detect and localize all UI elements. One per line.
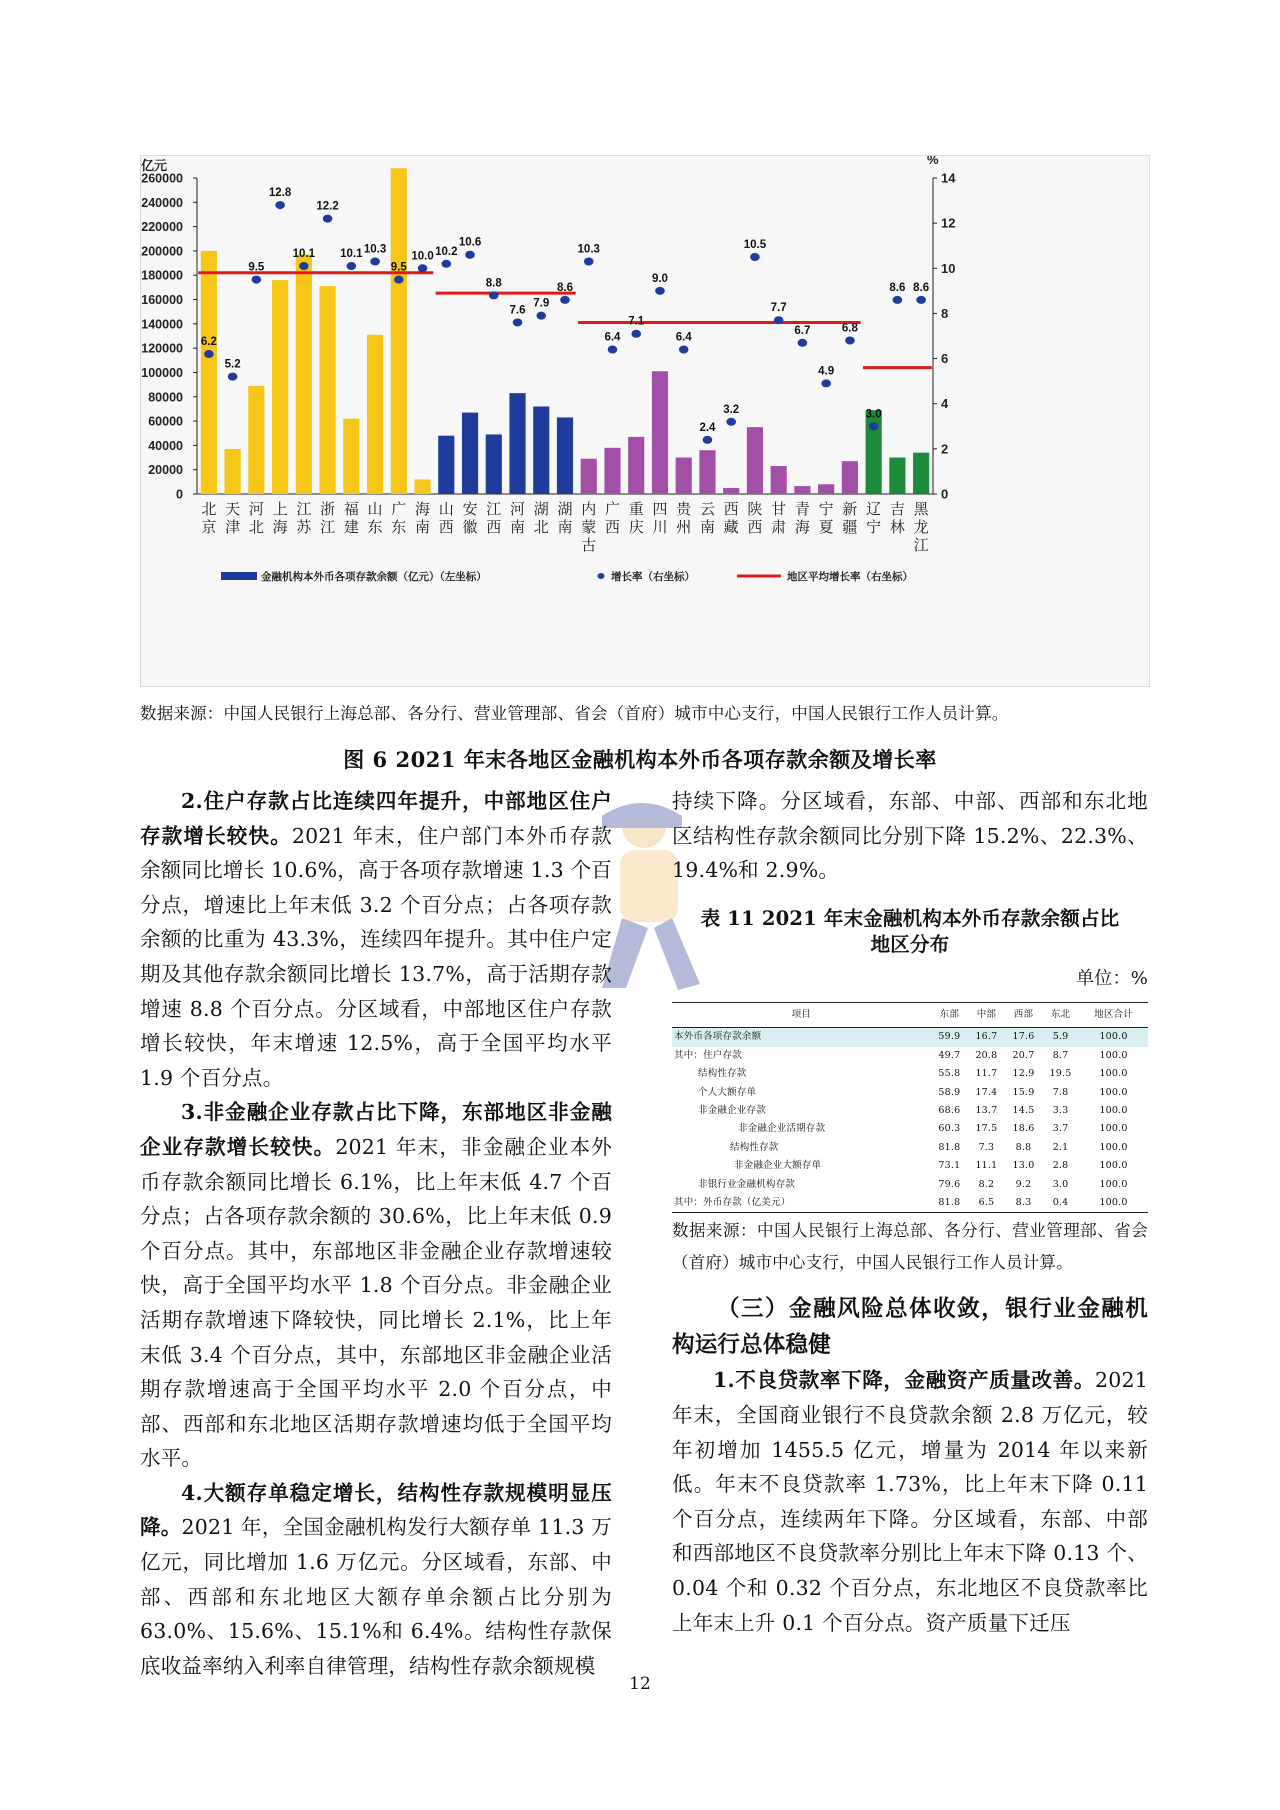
- growth-label: 10.0: [411, 250, 434, 263]
- growth-label: 9.0: [651, 272, 668, 285]
- table-cell: 5.9: [1042, 1028, 1079, 1047]
- table-row-label: 非银行业金融机构存款: [698, 1178, 796, 1190]
- growth-label: 9.5: [248, 261, 265, 274]
- paragraph-large-cd: [140, 1476, 612, 1684]
- x-category-label: 安徽: [462, 500, 478, 536]
- growth-dot: [394, 276, 404, 284]
- table-cell: 11.7: [975, 1068, 998, 1080]
- growth-dot: [275, 201, 285, 209]
- table-header-cell: 中部: [968, 1003, 1005, 1028]
- legend-dot-swatch: [598, 573, 605, 579]
- table-cell: 100.0: [1099, 1049, 1128, 1061]
- growth-label: 10.6: [458, 236, 482, 249]
- x-category-label: 海南: [415, 500, 431, 536]
- left-axis-tick-label: 140000: [141, 317, 183, 332]
- growth-label: 10.1: [340, 248, 363, 261]
- table-cell: 14.5: [1012, 1105, 1035, 1116]
- growth-dot: [441, 260, 451, 268]
- deposit-bar: [818, 484, 834, 494]
- x-category-label: 吉林: [889, 500, 905, 536]
- table-cell: 8.2: [978, 1178, 995, 1190]
- right-axis-tick-label: 4: [941, 396, 949, 412]
- x-category-label: 四川: [652, 500, 668, 536]
- table-header-cell: 地区合计: [1079, 1003, 1148, 1028]
- table-row: [672, 1028, 1148, 1047]
- growth-label: 6.8: [841, 322, 858, 335]
- table-cell: 20.7: [1012, 1049, 1035, 1061]
- table-cell: 9.2: [1015, 1178, 1032, 1190]
- deposit-bar: [296, 255, 312, 494]
- deposit-bar: [913, 453, 929, 494]
- growth-dot: [703, 436, 713, 444]
- paragraph-body: 2021 年末，全国商业银行不良贷款余额 2.8 万亿元，较年初增加 1455.5 亿元，增量为 2014 年以来新低。年末不良贷款率 1.73%，比上年末下降 0.11 个百分点，连续两年下降。分区域看，东部、中部和西部地区不良贷款率分别比上年末下降 0.13 个、0.04 个和 0.32 个百分点，东北地区不良贷款率比上年末上升 0.1 个百分点。资产质量下迁压: [672, 1368, 1148, 1635]
- paragraph-lead: 2.住户存款占比连续四年提升，中部地区住户存款增长较快。: [140, 789, 612, 848]
- growth-dot: [774, 316, 784, 324]
- growth-dot: [845, 337, 855, 345]
- table-cell: 8.3: [1015, 1197, 1032, 1209]
- deposit-bar: [842, 461, 858, 494]
- table-unit: 单位：%: [1076, 967, 1148, 989]
- paragraph-body: 2021 年末，非金融企业本外币存款余额同比增长 6.1%，比上年末低 4.7 个百分点；占各项存款余额的 30.6%，比上年末低 0.9 个百分点。其中，东部地区非金融企业存款增速较快，高于全国平均水平 1.8 个百分点。非金融企业活期存款增速下降较快，同比增长 2.1%，比上年末低 3.4 个百分点，其中，东部地区非金融企业活期存款增速高于全国平均水平 2.0 个百分点，中部、西部和东北地区活期存款增速均低于全国平均水平。: [140, 1134, 612, 1471]
- growth-dot: [608, 346, 618, 354]
- table-cell: 12.9: [1012, 1068, 1035, 1080]
- paragraph-enterprise-deposits: [140, 1095, 612, 1476]
- deposit-chart-svg: [141, 156, 1149, 686]
- x-category-label: 上海: [272, 500, 288, 536]
- left-axis-tick-label: 260000: [141, 171, 183, 186]
- growth-dot: [916, 296, 926, 304]
- table-cell: 2.8: [1052, 1160, 1069, 1172]
- growth-label: 5.2: [224, 358, 241, 371]
- table-cell: 6.5: [978, 1197, 995, 1209]
- growth-dot: [323, 215, 333, 223]
- left-axis-tick-label: 220000: [141, 220, 183, 235]
- table-row-label: 其中：住户存款: [674, 1049, 742, 1061]
- right-axis-tick-label: 0: [941, 486, 949, 502]
- growth-dot: [726, 418, 736, 426]
- table-row: [672, 1120, 1148, 1138]
- growth-dot: [204, 350, 214, 358]
- table-cell: 2.1: [1052, 1141, 1069, 1153]
- deposit-bar: [320, 286, 336, 494]
- growth-dot: [252, 276, 262, 284]
- right-column: [672, 784, 1148, 1640]
- growth-dot: [536, 312, 546, 320]
- growth-dot: [560, 296, 570, 304]
- growth-label: 12.2: [316, 200, 339, 213]
- growth-dot: [347, 262, 357, 270]
- left-axis-tick-label: 100000: [141, 365, 183, 380]
- growth-dot: [631, 330, 641, 338]
- table-row: [672, 1084, 1148, 1102]
- x-category-label: 湖南: [557, 500, 573, 536]
- deposit-bar: [509, 393, 525, 494]
- right-axis-unit: %: [927, 156, 939, 167]
- x-category-label: 青海: [794, 500, 810, 536]
- table-cell: 3.3: [1052, 1105, 1069, 1116]
- growth-dot: [418, 264, 428, 272]
- x-category-label: 福建: [343, 500, 359, 536]
- table-cell: 17.6: [1005, 1028, 1042, 1047]
- table-row-label: 结构性存款: [698, 1068, 747, 1080]
- paragraph-continued: 持续下降。分区域看，东部、中部、西部和东北地区结构性存款余额同比分别下降 15.2%、22.3%、19.4%和 2.9%。: [672, 789, 1148, 883]
- growth-label: 6.2: [200, 336, 217, 349]
- table-row-label: 个人大额存单: [698, 1086, 757, 1098]
- right-axis-tick-label: 6: [941, 351, 949, 367]
- x-category-label: 辽宁: [866, 500, 882, 536]
- table-cell: 8.7: [1052, 1049, 1069, 1061]
- table-cell: 73.1: [938, 1160, 961, 1172]
- deposit-bar: [272, 280, 288, 494]
- growth-label: 8.8: [485, 277, 502, 290]
- table-cell: 100.0: [1099, 1160, 1128, 1172]
- table-title: [672, 906, 1148, 958]
- table-row: [672, 1139, 1148, 1157]
- growth-label: 12.8: [268, 187, 292, 200]
- growth-label: 4.9: [818, 365, 835, 378]
- deposit-bar: [225, 449, 241, 494]
- table-cell: 3.0: [1052, 1178, 1069, 1190]
- table-cell: 13.7: [975, 1105, 998, 1116]
- growth-label: 10.2: [435, 245, 458, 258]
- table-cell: 100.0: [1099, 1123, 1128, 1135]
- table-cell: 81.8: [938, 1141, 961, 1153]
- left-axis-tick-label: 240000: [141, 195, 183, 210]
- deposit-bar: [723, 488, 739, 494]
- right-axis-tick-label: 2: [941, 441, 949, 457]
- left-axis-tick-label: 40000: [148, 438, 183, 453]
- growth-dot: [798, 339, 808, 347]
- deposit-bar: [391, 168, 407, 494]
- legend-dot-label: 增长率（右坐标）: [611, 571, 695, 583]
- table-cell: 100.0: [1079, 1028, 1148, 1047]
- growth-dot: [869, 422, 879, 430]
- x-category-label: 浙江: [320, 500, 336, 536]
- table-header-cell: 项目: [672, 1003, 931, 1028]
- table-cell: 49.7: [938, 1049, 961, 1061]
- growth-dot: [489, 291, 499, 299]
- left-axis-tick-label: 160000: [141, 293, 183, 308]
- growth-label: 7.1: [628, 315, 645, 328]
- growth-dot: [370, 258, 380, 266]
- table-title-line: 表 11 2021 年末金融机构本外币存款余额占比: [700, 906, 1120, 930]
- table-cell: 18.6: [1012, 1123, 1035, 1135]
- deposit-bar: [699, 450, 715, 494]
- growth-label: 10.1: [292, 248, 316, 261]
- deposit-bar: [889, 458, 905, 494]
- paragraph-lead: 3.非金融企业存款占比下降，东部地区非金融企业存款增长较快。: [140, 1100, 612, 1159]
- deposit-bar: [628, 437, 644, 494]
- paragraph-lead: 4.大额存单稳定增长，结构性存款规模明显压降。: [140, 1480, 612, 1540]
- left-axis-tick-label: 200000: [141, 244, 183, 259]
- legend-bar-label: 金融机构本外币各项存款余额（亿元）（左坐标）: [261, 571, 487, 583]
- table-row-label: 非金融企业存款: [698, 1105, 766, 1116]
- growth-label: 9.5: [390, 261, 407, 274]
- table-row-label: 非金融企业大额存单: [734, 1160, 822, 1172]
- table-cell: 0.4: [1052, 1197, 1069, 1209]
- table-cell: 79.6: [938, 1178, 961, 1190]
- x-category-label: 西藏: [723, 500, 739, 536]
- x-category-label: 重庆: [628, 500, 644, 536]
- growth-dot: [750, 253, 760, 261]
- growth-dot: [513, 318, 523, 326]
- table-source: 数据来源：中国人民银行上海总部、各分行、营业管理部、省会（首府）城市中心支行，中国人民银行工作人员计算。: [672, 1221, 1148, 1273]
- table-row-label: 其中：外币存款（亿美元）: [674, 1197, 791, 1209]
- table-cell: 15.9: [1012, 1086, 1035, 1098]
- x-category-label: 湖北: [533, 500, 549, 536]
- deposit-bar: [794, 486, 810, 494]
- deposit-bar: [604, 448, 620, 494]
- table-cell: 100.0: [1099, 1105, 1128, 1116]
- growth-label: 3.2: [723, 403, 740, 416]
- right-axis-tick-label: 12: [941, 215, 956, 231]
- table-cell: 20.8: [975, 1049, 998, 1061]
- paragraph-body: 2021 年末，住户部门本外币存款余额同比增长 10.6%，高于各项存款增速 1.3 个百分点，增速比上年末低 3.2 个百分点；占各项存款余额的比重为 43.3%，连续四年提升。其中住户定期及其他存款余额同比增长 13.7%，高于活期存款增速 8.8 个百分点。分区域看，中部地区住户存款增长较快，年末增速 12.5%，高于全国平均水平 1.9 个百分点。: [140, 823, 612, 1090]
- left-axis-tick-label: 20000: [148, 463, 183, 478]
- deposit-bar: [438, 436, 454, 494]
- growth-label: 3.0: [865, 408, 882, 421]
- left-axis-tick-label: 180000: [141, 268, 183, 283]
- deposit-bar: [747, 427, 763, 494]
- table-header-cell: 西部: [1005, 1003, 1042, 1028]
- legend-line-label: 地区平均增长率（右坐标）: [787, 571, 913, 583]
- deposit-bar: [248, 386, 264, 494]
- figure-source: 数据来源：中国人民银行上海总部、各分行、营业管理部、省会（首府）城市中心支行，中国人民银行工作人员计算。: [140, 704, 1009, 723]
- left-axis-unit: 亿元: [141, 158, 168, 173]
- figure-caption: 图 6 2021 年末各地区金融机构本外币各项存款余额及增长率: [343, 747, 937, 772]
- table-header-cell: 东部: [931, 1003, 968, 1028]
- growth-label: 7.6: [509, 304, 526, 317]
- table-cell: 55.8: [938, 1068, 961, 1080]
- table-11: [672, 1002, 1148, 1213]
- deposit-bar: [343, 419, 359, 494]
- table-cell: 19.5: [1049, 1068, 1072, 1080]
- table-cell: 8.8: [1015, 1141, 1032, 1153]
- table-title-line: 地区分布: [870, 932, 950, 956]
- x-category-label: 广西: [604, 500, 620, 536]
- table-cell: 17.4: [975, 1086, 998, 1098]
- x-category-label: 贵州: [676, 500, 692, 536]
- table-header-cell: 东北: [1042, 1003, 1079, 1028]
- table-row: [672, 1176, 1148, 1194]
- growth-dot: [465, 251, 475, 259]
- table-cell: 100.0: [1099, 1178, 1128, 1190]
- growth-label: 10.5: [743, 239, 767, 251]
- table-cell: 13.0: [1012, 1160, 1035, 1172]
- growth-label: 7.9: [533, 297, 550, 310]
- deposit-bar: [676, 458, 692, 494]
- growth-dot: [821, 379, 831, 387]
- growth-label: 8.6: [557, 281, 573, 294]
- left-axis-tick-label: 0: [176, 487, 183, 502]
- right-axis-tick-label: 14: [941, 170, 956, 186]
- left-axis-tick-label: 120000: [141, 341, 183, 356]
- x-category-label: 黑龙江: [913, 500, 929, 554]
- deposit-bar: [652, 371, 668, 494]
- table-cell: 16.7: [968, 1028, 1005, 1047]
- table-cell: 68.6: [938, 1105, 961, 1116]
- x-category-label: 山西: [438, 500, 454, 536]
- table-row-label: 结构性存款: [730, 1141, 779, 1153]
- growth-label: 6.4: [675, 331, 692, 344]
- deposit-bar: [486, 434, 502, 494]
- growth-label: 6.4: [604, 331, 621, 344]
- section-heading: （三）金融风险总体收敛，银行业金融机构运行总体稳健: [672, 1296, 1148, 1359]
- x-category-label: 陕西: [747, 500, 763, 536]
- x-category-label: 河南: [510, 500, 526, 536]
- table-cell: 7.8: [1052, 1086, 1069, 1098]
- x-category-label: 北京: [201, 500, 217, 536]
- deposit-bar: [771, 466, 787, 494]
- paragraph-lead: 1.不良贷款率下降，金融资产质量改善。: [713, 1368, 1096, 1393]
- table-cell: 7.3: [978, 1141, 995, 1153]
- deposit-bar: [462, 413, 478, 494]
- table-cell: 100.0: [1099, 1141, 1128, 1153]
- table-header-row: [672, 1003, 1148, 1028]
- growth-dot: [893, 296, 903, 304]
- growth-label: 10.3: [363, 243, 387, 256]
- page-number: 12: [629, 1674, 651, 1694]
- legend-bar-swatch: [221, 572, 257, 580]
- table-row-label: 本外币各项存款余额: [672, 1028, 931, 1047]
- growth-label: 2.4: [699, 421, 716, 434]
- x-category-label: 云南: [699, 500, 715, 536]
- deposit-bar: [557, 417, 573, 494]
- growth-label: 7.7: [770, 302, 787, 315]
- right-axis-tick-label: 10: [941, 260, 956, 276]
- deposit-bar: [533, 406, 549, 494]
- table-cell: 100.0: [1099, 1068, 1128, 1080]
- table-cell: 11.1: [975, 1160, 998, 1172]
- deposit-bar: [201, 251, 217, 494]
- left-axis-tick-label: 60000: [148, 414, 183, 429]
- x-category-label: 甘肃: [771, 500, 787, 536]
- table-row-label: 非金融企业活期存款: [738, 1123, 826, 1135]
- growth-dot: [655, 287, 665, 295]
- table-cell: 3.7: [1052, 1123, 1069, 1135]
- table-cell: 59.9: [931, 1028, 968, 1047]
- paragraph-household-deposits: [140, 784, 612, 1095]
- x-category-label: 新疆: [842, 500, 858, 536]
- paragraph-body: 2021 年，全国金融机构发行大额存单 11.3 万亿元，同比增加 1.6 万亿元。分区域看，东部、中部、西部和东北地区大额存单余额占比分别为 63.0%、15.6%、15.1%和 6.4%。结构性存款保底收益率纳入利率自律管理，结构性存款余额规模: [140, 1515, 612, 1678]
- growth-label: 10.3: [577, 243, 600, 256]
- table-row: [672, 1157, 1148, 1175]
- x-category-label: 河北: [248, 500, 264, 536]
- table-cell: 60.3: [938, 1123, 961, 1135]
- deposit-bar: [367, 335, 383, 494]
- table-cell: 100.0: [1099, 1086, 1128, 1098]
- x-category-label: 广东: [391, 500, 407, 536]
- table-row: [672, 1194, 1148, 1213]
- growth-label: 8.6: [913, 281, 930, 294]
- table-row: [672, 1065, 1148, 1083]
- growth-dot: [679, 346, 689, 354]
- left-column: [140, 784, 612, 1683]
- table-cell: 100.0: [1099, 1197, 1128, 1209]
- x-category-label: 江西: [486, 500, 502, 536]
- left-axis-tick-label: 80000: [148, 390, 183, 405]
- growth-label: 8.6: [889, 281, 906, 294]
- table-cell: 17.5: [975, 1123, 998, 1135]
- table-cell: 81.8: [938, 1197, 961, 1209]
- deposit-bar: [581, 459, 597, 494]
- x-category-label: 江苏: [296, 500, 312, 536]
- x-category-label: 山东: [367, 500, 383, 536]
- deposit-bar: [414, 479, 430, 494]
- table-row: [672, 1047, 1148, 1065]
- growth-dot: [299, 262, 309, 270]
- growth-label: 6.7: [794, 324, 811, 337]
- right-axis-tick-label: 8: [941, 305, 949, 321]
- table-row: [672, 1102, 1148, 1120]
- x-category-label: 天津: [225, 500, 241, 536]
- paragraph-npl: [672, 1363, 1148, 1640]
- figure-6-chart: [140, 155, 1150, 687]
- x-category-label: 宁夏: [818, 500, 834, 536]
- table-cell: 58.9: [938, 1086, 961, 1098]
- x-category-label: 内蒙古: [581, 500, 597, 554]
- growth-dot: [228, 373, 238, 381]
- growth-dot: [584, 258, 594, 266]
